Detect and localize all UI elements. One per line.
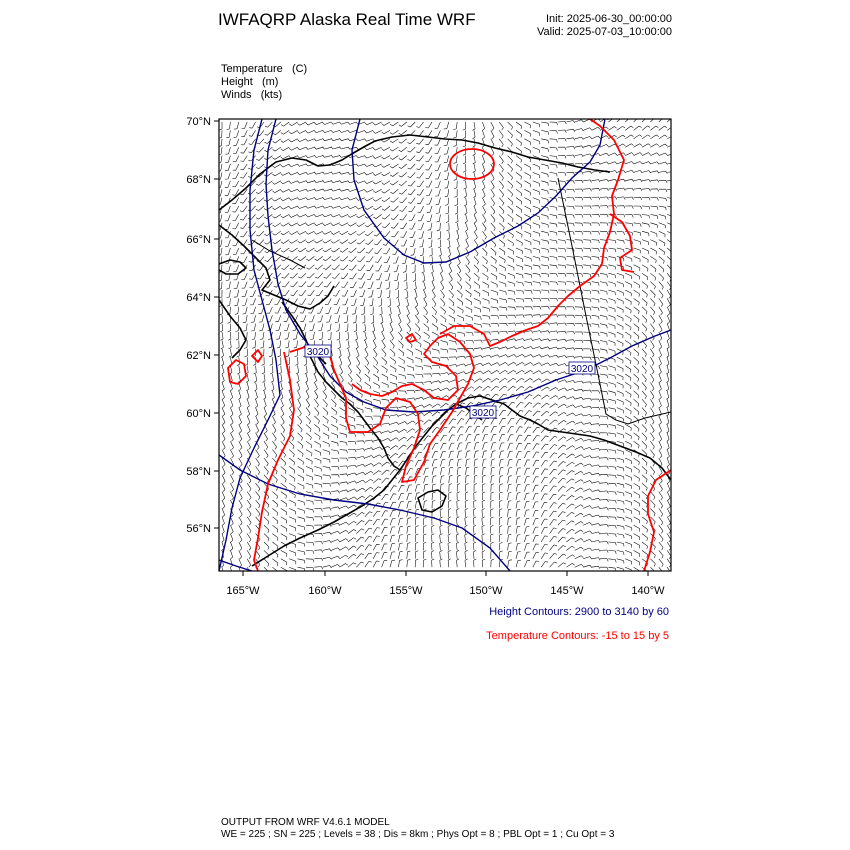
latitude-axis xyxy=(186,116,219,535)
height-contour-label: 3020 xyxy=(570,364,594,375)
temperature-contour-note: Temperature Contours: -15 to 15 by 5 xyxy=(486,630,669,642)
lon-label: 150°W xyxy=(469,585,503,597)
lat-label: 60°N xyxy=(186,408,211,420)
wind-barbs xyxy=(217,117,675,576)
lon-label: 155°W xyxy=(389,585,423,597)
init-time: Init: 2025-06-30_00:00:00 xyxy=(546,13,672,25)
field-unit: (kts) xyxy=(260,89,283,101)
field-name: Temperature xyxy=(221,63,283,75)
lon-tick xyxy=(550,571,584,597)
temperature-contour xyxy=(450,149,494,179)
lat-label: 68°N xyxy=(186,174,211,186)
lon-label: 140°W xyxy=(631,585,665,597)
temperature-contour xyxy=(610,214,634,272)
lon-tick xyxy=(308,571,342,597)
wind-barb-field xyxy=(217,117,675,576)
map-title: IWFAQRP Alaska Real Time WRF xyxy=(218,10,476,29)
height-contour-label: 3020 xyxy=(471,408,495,419)
lat-tick xyxy=(186,350,219,362)
lat-label: 56°N xyxy=(186,523,211,535)
lon-tick xyxy=(469,571,503,597)
temperature-contour xyxy=(254,352,294,571)
valid-time: Valid: 2025-07-03_10:00:00 xyxy=(537,26,672,38)
lon-label: 145°W xyxy=(550,585,584,597)
field-unit: (m) xyxy=(261,76,279,88)
longitude-axis xyxy=(226,571,665,597)
temperature-contour xyxy=(644,470,671,571)
lat-tick xyxy=(186,466,219,478)
model-info: OUTPUT FROM WRF V4.6.1 MODEL xyxy=(221,817,390,828)
kotzebue-coast xyxy=(219,225,334,309)
field-name: Height xyxy=(221,76,253,88)
field-name: Winds xyxy=(221,89,252,101)
model-settings: WE = 225 ; SN = 225 ; Levels = 38 ; Dis = 8km ; Phys Opt = 8 ; PBL Opt = 1 ; Cu Opt = 3 xyxy=(221,829,615,840)
seward-peninsula xyxy=(219,300,246,358)
field-unit: (C) xyxy=(291,63,308,75)
height-contours xyxy=(219,119,671,571)
height-contour xyxy=(352,119,605,263)
lat-tick xyxy=(186,408,219,420)
lat-tick xyxy=(186,523,219,535)
north-slope-coast xyxy=(350,135,610,172)
lat-tick xyxy=(186,116,219,128)
lat-tick xyxy=(186,292,219,304)
height-contour-label: 3020 xyxy=(306,347,330,358)
height-contour-note: Height Contours: 2900 to 3140 by 60 xyxy=(489,606,669,618)
map-frame xyxy=(219,119,671,571)
lat-tick xyxy=(186,174,219,186)
lon-tick xyxy=(631,571,665,597)
temperature-contour xyxy=(252,350,262,362)
height-contour xyxy=(219,560,252,571)
temperature-contour xyxy=(440,119,624,346)
lat-label: 66°N xyxy=(186,234,211,246)
lat-label: 58°N xyxy=(186,466,211,478)
lon-label: 160°W xyxy=(308,585,342,597)
lon-tick xyxy=(389,571,423,597)
coastlines xyxy=(219,135,671,566)
lat-tick xyxy=(186,234,219,246)
temperature-contours xyxy=(228,119,671,571)
temperature-contour xyxy=(228,360,246,384)
lat-label: 62°N xyxy=(186,350,211,362)
yukon-delta-coast xyxy=(304,346,370,428)
lat-label: 64°N xyxy=(186,292,211,304)
northwest-coast xyxy=(219,155,350,210)
lat-label: 70°N xyxy=(186,116,211,128)
lon-label: 165°W xyxy=(226,585,260,597)
lon-tick xyxy=(226,571,260,597)
